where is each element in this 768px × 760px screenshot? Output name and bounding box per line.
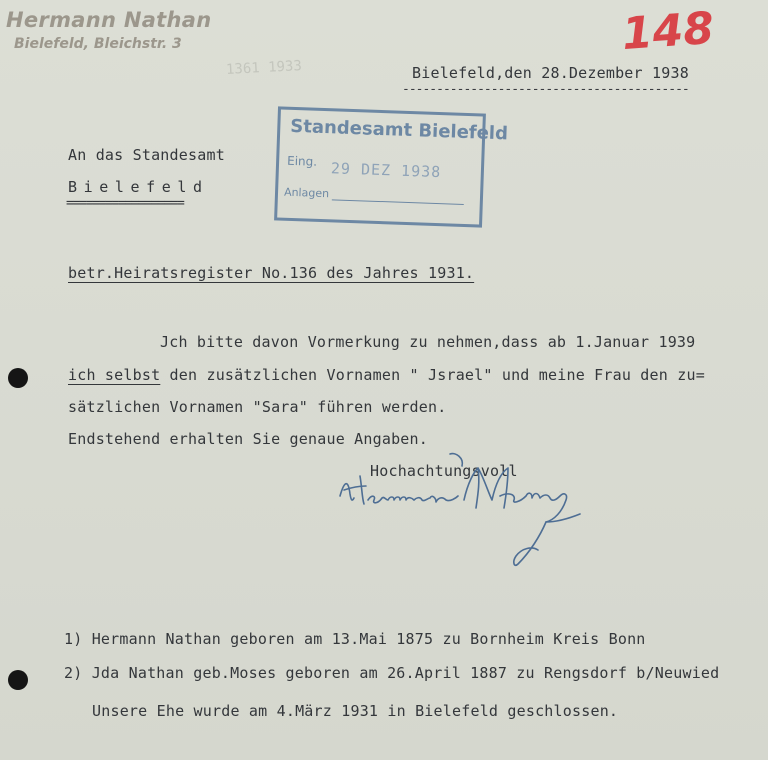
recipient-underline: ================== bbox=[66, 196, 184, 211]
registry-stamp bbox=[274, 106, 509, 227]
list-item: Unsere Ehe wurde am 4.März 1931 in Bielefeld geschlossen. bbox=[92, 702, 619, 720]
stamp-eing-label: Eing. bbox=[286, 153, 318, 169]
stamp-date: 29 DEZ 1938 bbox=[330, 159, 442, 182]
date-underline: ------------------------------------------ bbox=[402, 82, 689, 97]
body-line-1: Jch bitte davon Vormerkung zu nehmen,dass ab 1.Januar 1939 bbox=[160, 333, 696, 351]
body-line-4: Endstehend erhalten Sie genaue Angaben. bbox=[68, 430, 428, 448]
body-line-3: sätzlichen Vornamen "Sara" führen werden. bbox=[68, 398, 447, 416]
stamp-anlagen-label: Anlagen bbox=[283, 185, 330, 201]
list-item: 2) Jda Nathan geb.Moses geboren am 26.April 1887 zu Rengsdorf b/Neuwied bbox=[64, 664, 720, 682]
list-item: 1) Hermann Nathan geboren am 13.Mai 1875 zu Bornheim Kreis Bonn bbox=[64, 630, 646, 648]
signature-drawing bbox=[332, 452, 592, 582]
faint-pencil-mark: 1361 1933 bbox=[225, 58, 303, 78]
body-line-2-rest: den zusätzlichen Vornamen " Jsrael" und meine Frau den zu= bbox=[160, 366, 705, 384]
punch-hole-icon bbox=[8, 670, 28, 690]
stamp-title: Standesamt Bielefeld bbox=[289, 115, 509, 145]
punch-hole-icon bbox=[8, 368, 28, 388]
recipient-line-1: An das Standesamt bbox=[68, 146, 225, 164]
date-line: Bielefeld,den 28.Dezember 1938 bbox=[412, 64, 689, 82]
archive-number: 148 bbox=[620, 2, 716, 61]
letterhead-name: Hermann Nathan bbox=[6, 8, 212, 32]
closing-line: Hochachtungsvoll bbox=[370, 462, 518, 480]
body-underlined-phrase: ich selbst bbox=[68, 366, 161, 384]
stamp-anlagen-line bbox=[332, 199, 464, 205]
recipient-line-2: Bielefeld bbox=[68, 178, 209, 196]
subject-line: betr.Heiratsregister No.136 des Jahres 1931. bbox=[68, 264, 475, 282]
body-line-2 bbox=[68, 366, 705, 384]
letterhead-address: Bielefeld, Bleichstr. 3 bbox=[14, 36, 182, 52]
handwritten-signature bbox=[332, 452, 592, 586]
